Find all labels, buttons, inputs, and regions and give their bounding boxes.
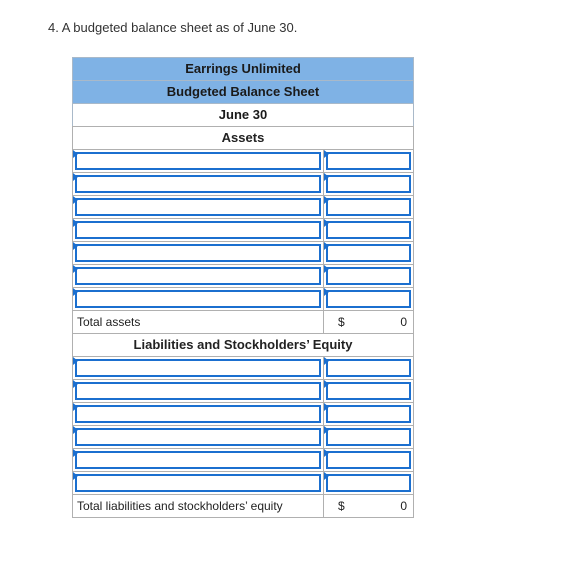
input-marker-icon — [324, 288, 329, 296]
dropdown-arrow-icon — [73, 288, 78, 296]
liability-amount-input[interactable] — [326, 428, 411, 446]
asset-label-input[interactable] — [75, 198, 321, 216]
input-marker-icon — [324, 242, 329, 250]
asset-label-input[interactable] — [75, 175, 321, 193]
asset-row — [72, 149, 414, 172]
balance-sheet-form — [72, 57, 414, 518]
liability-label-input[interactable] — [75, 451, 321, 469]
liability-row — [72, 425, 414, 448]
asset-amount-input[interactable] — [326, 175, 411, 193]
dropdown-arrow-icon — [73, 472, 78, 480]
dropdown-arrow-icon — [73, 196, 78, 204]
liability-amount-input[interactable] — [326, 451, 411, 469]
dropdown-arrow-icon — [73, 173, 78, 181]
total-liabilities-value: 0 — [400, 499, 407, 513]
asset-label-input[interactable] — [75, 267, 321, 285]
liability-label-input[interactable] — [75, 382, 321, 400]
total-assets-label: Total assets — [73, 311, 324, 333]
input-marker-icon — [324, 380, 329, 388]
input-marker-icon — [324, 196, 329, 204]
liability-rows — [72, 356, 414, 494]
asset-amount-input[interactable] — [326, 244, 411, 262]
total-liabilities-currency: $ — [338, 499, 345, 513]
input-marker-icon — [324, 449, 329, 457]
dropdown-arrow-icon — [73, 449, 78, 457]
dropdown-arrow-icon — [73, 265, 78, 273]
asset-label-input[interactable] — [75, 152, 321, 170]
asset-row — [72, 287, 414, 310]
asset-row — [72, 218, 414, 241]
total-liabilities-row — [72, 494, 414, 518]
input-marker-icon — [324, 472, 329, 480]
asset-label-input[interactable] — [75, 290, 321, 308]
liability-label-input[interactable] — [75, 474, 321, 492]
total-assets-row — [72, 310, 414, 333]
sheet-date: June 30 — [72, 103, 414, 126]
total-liabilities-label: Total liabilities and stockholders’ equity — [73, 495, 324, 517]
input-marker-icon — [324, 426, 329, 434]
asset-row — [72, 172, 414, 195]
liability-amount-input[interactable] — [326, 405, 411, 423]
dropdown-arrow-icon — [73, 403, 78, 411]
dropdown-arrow-icon — [73, 357, 78, 365]
dropdown-arrow-icon — [73, 242, 78, 250]
liability-amount-input[interactable] — [326, 359, 411, 377]
asset-row — [72, 264, 414, 287]
liability-row — [72, 356, 414, 379]
asset-label-input[interactable] — [75, 221, 321, 239]
liability-row — [72, 471, 414, 494]
liability-row — [72, 402, 414, 425]
asset-amount-input[interactable] — [326, 221, 411, 239]
asset-row — [72, 241, 414, 264]
total-assets-value: 0 — [400, 315, 407, 329]
input-marker-icon — [324, 357, 329, 365]
input-marker-icon — [324, 219, 329, 227]
assets-header: Assets — [72, 126, 414, 149]
total-assets-currency: $ — [338, 315, 345, 329]
sheet-title: Budgeted Balance Sheet — [72, 80, 414, 103]
asset-label-input[interactable] — [75, 244, 321, 262]
liability-row — [72, 379, 414, 402]
liability-label-input[interactable] — [75, 405, 321, 423]
asset-row — [72, 195, 414, 218]
liability-label-input[interactable] — [75, 359, 321, 377]
input-marker-icon — [324, 265, 329, 273]
input-marker-icon — [324, 403, 329, 411]
input-marker-icon — [324, 150, 329, 158]
dropdown-arrow-icon — [73, 150, 78, 158]
company-name: Earrings Unlimited — [72, 57, 414, 80]
asset-amount-input[interactable] — [326, 290, 411, 308]
liability-amount-input[interactable] — [326, 474, 411, 492]
asset-amount-input[interactable] — [326, 198, 411, 216]
liabilities-header: Liabilities and Stockholders’ Equity — [72, 333, 414, 356]
dropdown-arrow-icon — [73, 219, 78, 227]
asset-amount-input[interactable] — [326, 267, 411, 285]
asset-amount-input[interactable] — [326, 152, 411, 170]
liability-row — [72, 448, 414, 471]
asset-rows — [72, 149, 414, 310]
input-marker-icon — [324, 173, 329, 181]
liability-label-input[interactable] — [75, 428, 321, 446]
dropdown-arrow-icon — [73, 380, 78, 388]
question-text: 4. A budgeted balance sheet as of June 30. — [48, 20, 298, 35]
liability-amount-input[interactable] — [326, 382, 411, 400]
dropdown-arrow-icon — [73, 426, 78, 434]
